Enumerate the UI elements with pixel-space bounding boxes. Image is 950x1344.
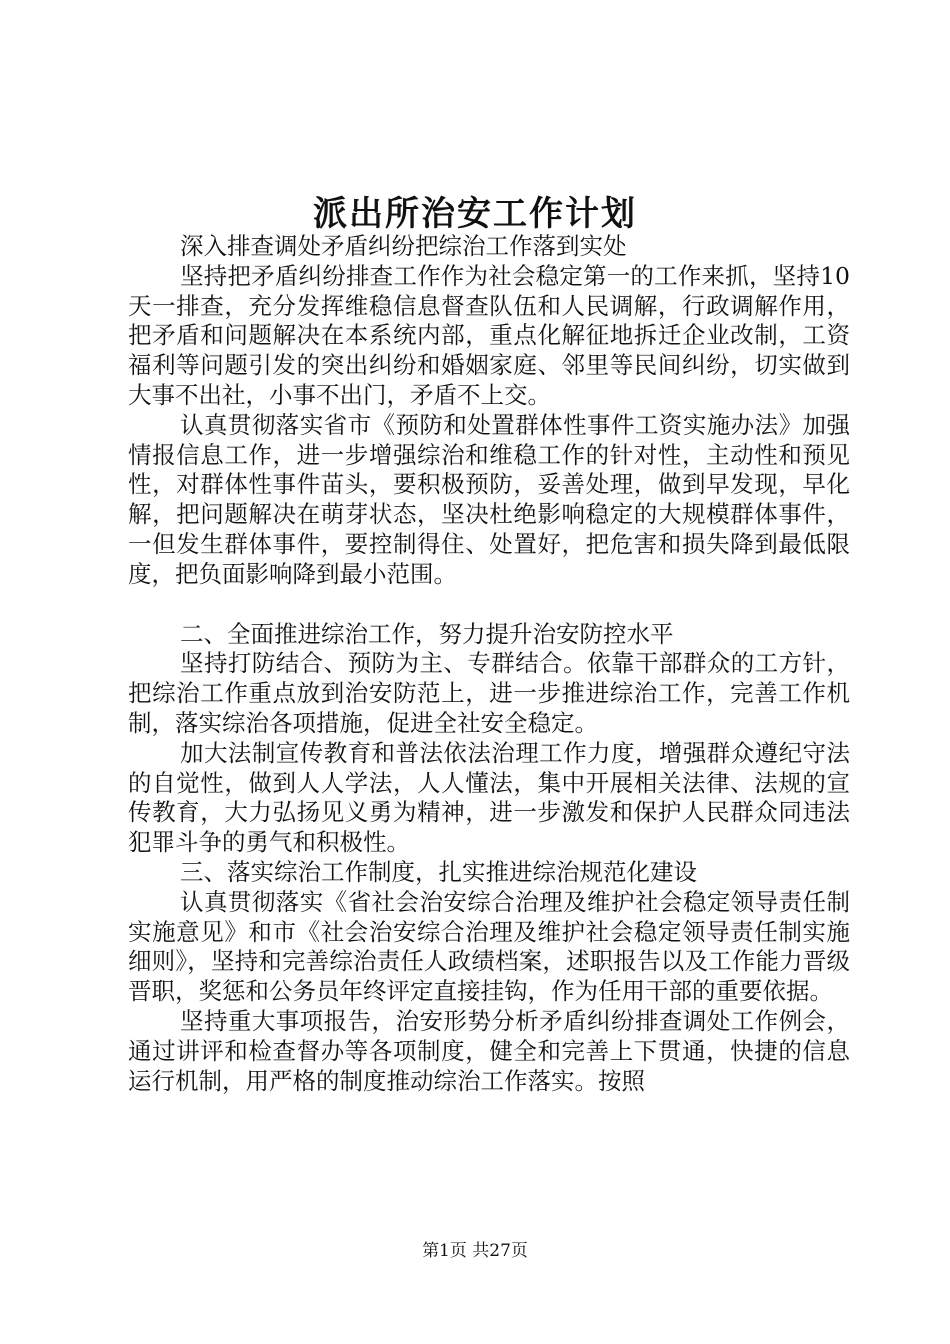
paragraph: 认真贯彻落实《省社会治安综合治理及维护社会稳定领导责任制实施意见》和市《社会治安综合治理及维护社会稳定领导责任制实施细则》，坚持和完善综治责任人政绩档案，述职报告以及工作能力晋级晋职，奖惩和公务员年终评定直接挂钩，作为任用干部的重要依据。 [128, 887, 850, 1006]
paragraph: 认真贯彻落实省市《预防和处置群体性事件工资实施办法》加强情报信息工作，进一步增强综治和维稳工作的针对性，主动性和预见性，对群体性事件苗头，要积极预防，妥善处理，做到早发现，早化解，把问题解决在萌芽状态，坚决杜绝影响稳定的大规模群体事件，一但发生群体事件，要控制得住、处置好，把危害和损失降到最低限度，把负面影响降到最小范围。 [128, 410, 850, 588]
paragraph: 加大法制宣传教育和普法依法治理工作力度，增强群众遵纪守法的自觉性，做到人人学法，人人懂法，集中开展相关法律、法规的宣传教育，大力弘扬见义勇为精神，进一步激发和保护人民群众同违法犯罪斗争的勇气和积极性。 [128, 738, 850, 857]
section-heading-2: 二、全面推进综治工作，努力提升治安防控水平 [180, 619, 674, 648]
page-footer: 第1页 共27页 [422, 1241, 528, 1261]
section-heading-1: 深入排查调处矛盾纠纷把综治工作落到实处 [180, 232, 627, 260]
page-title: 派出所治安工作计划 [313, 194, 637, 234]
document-body [128, 232, 850, 1096]
section-heading-3: 三、落实综治工作制度，扎实推进综治规范化建设 [180, 857, 697, 886]
paragraph: 坚持打防结合、预防为主、专群结合。依靠干部群众的工方针，把综治工作重点放到治安防范上，进一步推进综治工作，完善工作机制，落实综治各项措施，促进全社安全稳定。 [128, 649, 850, 737]
paragraph: 坚持重大事项报告，治安形势分析矛盾纠纷排查调处工作例会，通过讲评和检查督办等各项制度，健全和完善上下贯通，快捷的信息运行机制，用严格的制度推动综治工作落实。按照 [128, 1006, 850, 1095]
paragraph: 坚持把矛盾纠纷排查工作作为社会稳定第一的工作来抓，坚持10天一排查，充分发挥维稳信息督查队伍和人民调解，行政调解作用，把矛盾和问题解决在本系统内部，重点化解征地拆迁企业改制，工资福利等问题引发的突出纠纷和婚姻家庭、邻里等民间纠纷，切实做到大事不出社，小事不出门，矛盾不上交。 [128, 261, 850, 409]
